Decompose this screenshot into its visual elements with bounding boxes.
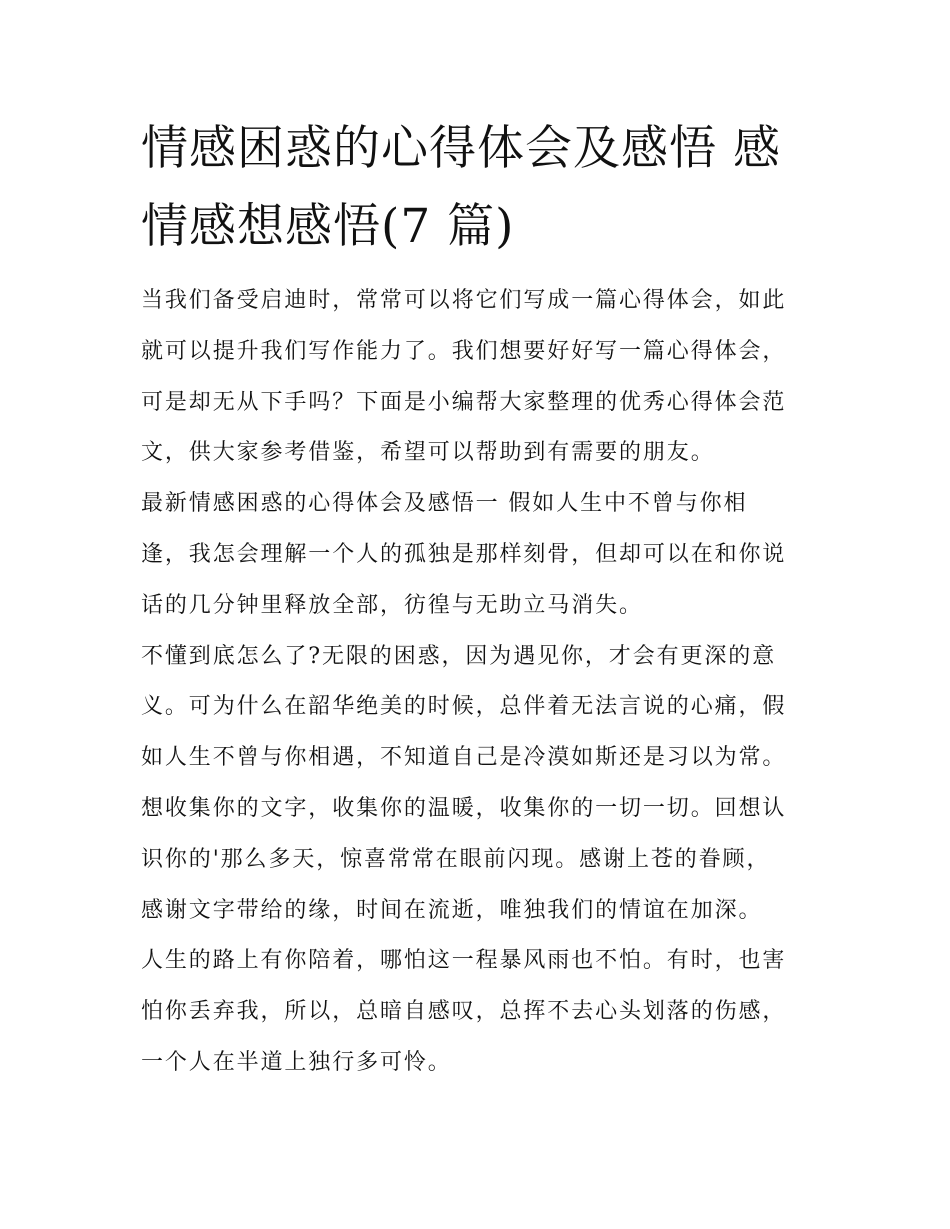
paragraph-line: 当我们备受启迪时，常常可以将它们写成一篇心得体会，如此: [141, 288, 787, 313]
paragraph-line: 识你的'那么多天，惊喜常常在眼前闪现。感谢上苍的眷顾，: [141, 846, 771, 872]
document-title: [141, 110, 813, 266]
paragraph-confusion: [141, 632, 813, 937]
document-body: [141, 276, 813, 1089]
paragraph-essay-1-opening: [141, 479, 813, 631]
paragraph-line: 一个人在半道上独行多可怜。: [141, 1049, 452, 1075]
paragraph-line: 话的几分钟里释放全部，彷徨与无助立马消失。: [141, 592, 643, 618]
title-line-1: 情感困惑的心得体会及感悟 感: [141, 121, 781, 176]
paragraph-line: 不懂到底怎么了?无限的困惑，因为遇见你，才会有更深的意: [141, 643, 777, 669]
paragraph-line: 人生的路上有你陪着，哪怕这一程暴风雨也不怕。有时，也害: [141, 948, 787, 974]
paragraph-line: 就可以提升我们写作能力了。我们想要好好写一篇心得体会，: [141, 338, 787, 364]
paragraph-line: 感谢文字带给的缘，时间在流逝，唯独我们的情谊在加深。: [141, 897, 763, 923]
paragraph-line: 最新情感困惑的心得体会及感悟一 假如人生中不曾与你相: [141, 491, 748, 517]
paragraph-line: 可是却无从下手吗？下面是小编帮大家整理的优秀心得体会范: [141, 389, 787, 415]
paragraph-intro: [141, 276, 813, 479]
title-line-2: 情感想感悟(7 篇): [141, 199, 515, 254]
paragraph-line: 文，供大家参考借鉴，希望可以帮助到有需要的朋友。: [141, 440, 715, 466]
paragraph-line: 义。可为什么在韶华绝美的时候，总伴着无法言说的心痛，假: [141, 694, 787, 720]
paragraph-line: 怕你丢弃我，所以，总暗自感叹，总挥不去心头划落的伤感，: [141, 999, 787, 1025]
paragraph-line: 想收集你的文字，收集你的温暖，收集你的一切一切。回想认: [141, 795, 787, 821]
document-page: [141, 110, 813, 1089]
paragraph-line: 如人生不曾与你相遇，不知道自己是冷漠如斯还是习以为常。: [141, 745, 787, 771]
paragraph-companionship: [141, 936, 813, 1088]
paragraph-line: 逢，我怎会理解一个人的孤独是那样刻骨，但却可以在和你说: [141, 541, 787, 567]
